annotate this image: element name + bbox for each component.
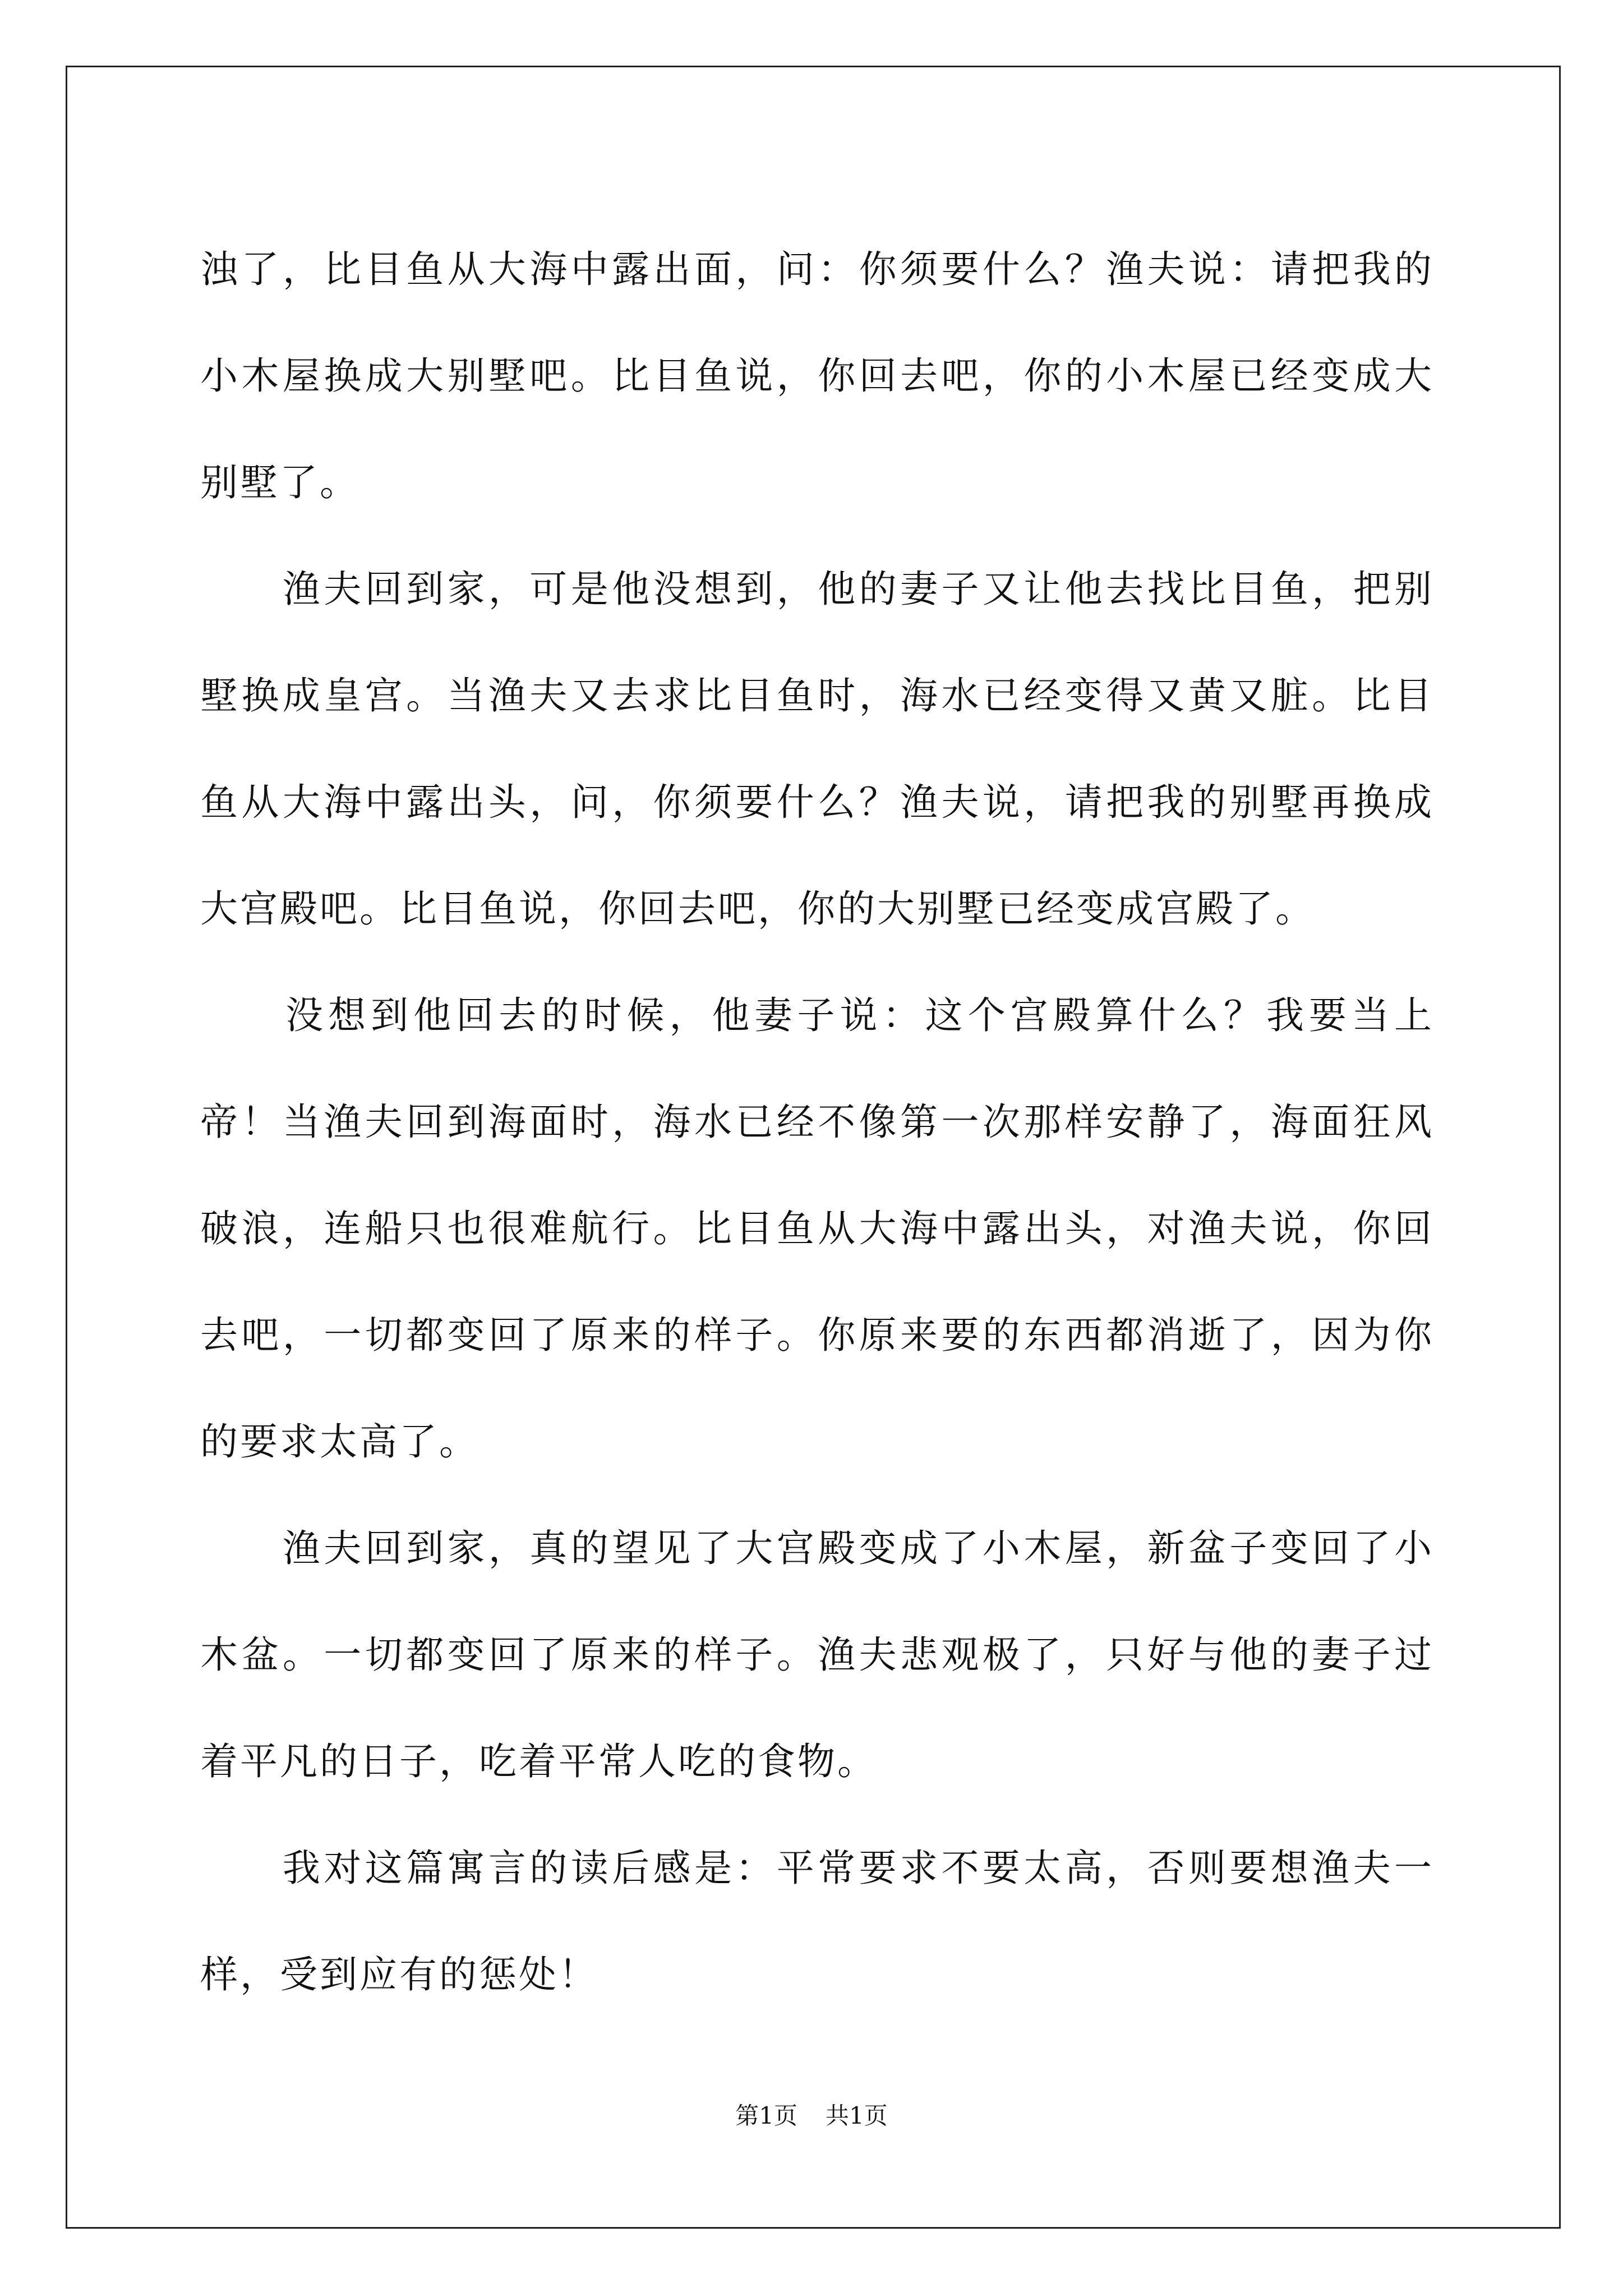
paragraph: 渔夫回到家，真的望见了大宫殿变成了小木屋，新盆子变回了小木盆。一切都变回了原来的样子。渔夫悲观极了，只好与他的妻子过着平凡的日子，吃着平常人吃的食物。 bbox=[200, 1526, 1434, 1783]
paragraph: 没想到他回去的时候，他妻子说：这个宫殿算什么？我要当上帝！当渔夫回到海面时，海水已经不像第一次那样安静了，海面狂风破浪，连船只也很难航行。比目鱼从大海中露出头，对渔夫说，你回去吧，一切都变回了原来的样子。你原来要的东西都消逝了，因为你的要求太高了。 bbox=[200, 993, 1434, 1464]
document-body bbox=[200, 216, 1434, 2028]
page-footer bbox=[0, 2099, 1623, 2133]
paragraph: 浊了，比目鱼从大海中露出面，问：你须要什么？渔夫说：请把我的小木屋换成大别墅吧。比目鱼说，你回去吧，你的小木屋已经变成大别墅了。 bbox=[200, 247, 1434, 504]
page-number: 第1页 bbox=[735, 2102, 797, 2129]
page-total: 共1页 bbox=[826, 2102, 888, 2129]
paragraph: 我对这篇寓言的读后感是：平常要求不要太高，否则要想渔夫一样，受到应有的惩处！ bbox=[200, 1846, 1434, 1996]
paragraph: 渔夫回到家，可是他没想到，他的妻子又让他去找比目鱼，把别墅换成皇宫。当渔夫又去求比目鱼时，海水已经变得又黄又脏。比目鱼从大海中露出头，问，你须要什么？渔夫说，请把我的别墅再换成大宫殿吧。比目鱼说，你回去吧，你的大别墅已经变成宫殿了。 bbox=[200, 567, 1434, 931]
